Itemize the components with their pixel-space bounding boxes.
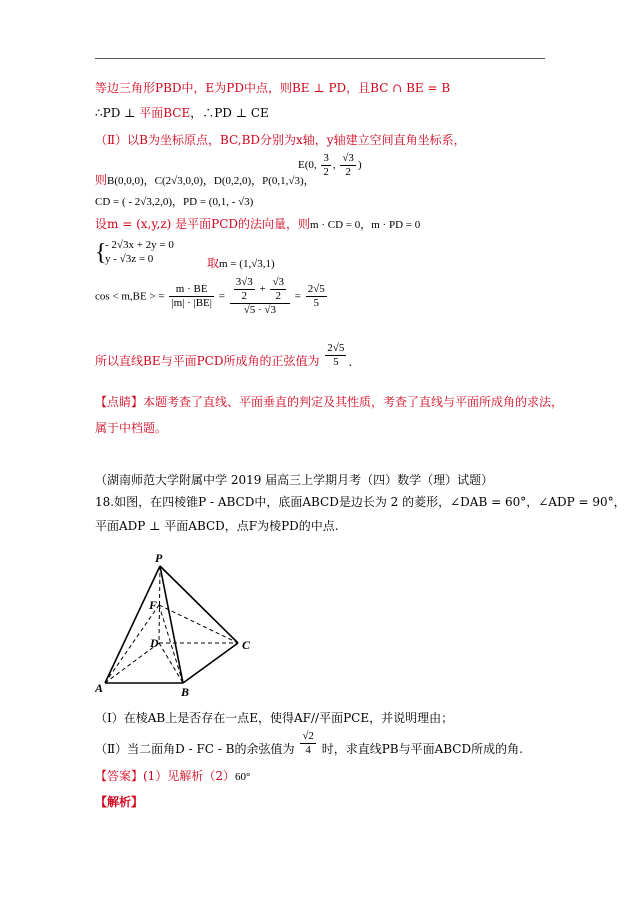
conclusion-num: 2√5 — [327, 342, 345, 354]
system-eq-2: y - √3z = 0 — [105, 253, 154, 265]
cos-frac-2-num — [230, 276, 290, 304]
label-d: D — [150, 636, 159, 650]
conclusion-text: 所以直线BE与平面PCD所成角的正弦值为 — [95, 354, 320, 368]
coords-line — [95, 172, 315, 189]
edge-pd — [159, 566, 160, 643]
system-eq-1: - 2√3x + 2y = 0 — [105, 239, 174, 251]
cos-eq-1: = — [218, 290, 225, 303]
equation-system — [95, 238, 174, 266]
cos-result-den: 5 — [313, 297, 319, 309]
e-frac-2-den: 2 — [345, 166, 351, 178]
question-1-text: （Ⅰ）在棱AB上是否存在一点E，使得AF//平面PCE，并说明理由； — [95, 711, 454, 725]
edge-pc — [160, 566, 238, 643]
cos-frac-2a — [234, 276, 255, 303]
cos-frac-1 — [169, 283, 214, 310]
proof-text-2c: ，∴PD ⊥ CE — [190, 106, 269, 120]
question-2-frac — [300, 730, 316, 757]
label-c: C — [242, 638, 251, 652]
label-b: B — [181, 685, 190, 698]
problem-line-1 — [95, 494, 626, 510]
normal-mid: m = (x,y,z) 是平面PCD的法向量，则 — [107, 217, 311, 231]
problem-source — [95, 472, 493, 488]
label-a: A — [95, 681, 104, 695]
normal-suffix: m · CD = 0，m · PD = 0 — [310, 219, 421, 231]
take-line — [207, 254, 275, 271]
cos-frac-2a-den: 2 — [241, 290, 247, 302]
label-p: P — [155, 551, 163, 565]
cos-frac-2 — [230, 276, 290, 317]
cos-frac-1-den: |m| · |BE| — [171, 297, 212, 309]
vectors-line — [95, 194, 253, 210]
analysis-line — [95, 794, 143, 810]
edge-pa — [105, 566, 160, 683]
problem-line-2 — [95, 518, 339, 534]
problem-source-text: （湖南师范大学附属中学 2019 届高三上学期月考（四）数学（理）试题） — [95, 473, 494, 487]
cos-plus: + — [259, 283, 266, 296]
question-2-num: √2 — [302, 730, 314, 742]
comment-line-1 — [95, 394, 563, 410]
comment-text-1: 【点睛】本题考查了直线、平面垂直的判定及其性质，考查了直线与平面所成角的求法， — [95, 395, 564, 409]
take-value: m = (1,√3,1) — [219, 258, 275, 270]
segment-fb — [159, 605, 183, 683]
take-prefix: 取 — [207, 256, 220, 270]
part2-heading — [95, 132, 466, 148]
question-2-den: 4 — [305, 744, 311, 756]
proof-text-2b: 平面BCE — [139, 106, 191, 120]
question-2 — [95, 730, 523, 757]
e-frac-1 — [321, 152, 331, 179]
cos-frac-2b — [270, 276, 286, 303]
system-brace: { — [95, 240, 107, 266]
part2-heading-text: （Ⅱ）以B为坐标原点，BC,BD分别为x轴，y轴建立空间直角坐标系， — [95, 133, 466, 147]
normal-prefix: 设 — [95, 217, 108, 231]
e-close: ) — [357, 159, 362, 172]
cos-frac-2-den: √5 · √3 — [243, 304, 276, 316]
e-label: E(0, — [298, 159, 317, 172]
coords-prefix: 则 — [95, 173, 108, 187]
proof-line-2 — [95, 105, 269, 121]
question-2-suffix: 时，求直线PB与平面ABCD所成的角. — [321, 742, 523, 756]
question-2-prefix: （Ⅱ）当二面角D - FC - B的余弦值为 — [95, 742, 295, 756]
proof-text-2a: ∴PD ⊥ — [95, 106, 140, 120]
e-frac-2 — [340, 152, 356, 179]
problem-text-1: 18.如图，在四棱锥P - ABCD中，底面ABCD是边长为 2 的菱形，∠DAB = 60°，∠ADP = 90°， — [95, 495, 626, 509]
e-frac-1-den: 2 — [323, 166, 329, 178]
pyramid-figure — [95, 548, 265, 698]
proof-text-1: 等边三角形PBD中，E为PD中点，则BE ⊥ PD，且BC ∩ BE = B — [95, 81, 451, 95]
comment-text-2: 属于中档题。 — [95, 421, 168, 435]
conclusion-line — [95, 342, 352, 369]
comment-line-2 — [95, 420, 167, 436]
answer-label: 【答案】(1）见解析（2） — [95, 769, 235, 783]
cos-frac-2b-den: 2 — [275, 290, 281, 302]
vectors-text: CD = ( - 2√3,2,0)，PD = (0,1, - √3) — [95, 196, 254, 208]
edge-pb — [160, 566, 183, 683]
coords-text: B(0,0,0)，C(2√3,0,0)，D(0,2,0)，P(0,1,√3)， — [107, 175, 315, 187]
conclusion-den: 5 — [333, 356, 339, 368]
cos-lhs: cos < m,BE > = — [95, 290, 165, 303]
cos-formula — [95, 276, 329, 317]
conclusion-frac — [325, 342, 346, 369]
normal-line — [95, 216, 420, 233]
e-frac-2-num: √3 — [342, 152, 354, 164]
header-rule — [95, 58, 545, 59]
answer-value: 60° — [234, 771, 251, 783]
answer-line — [95, 768, 250, 785]
problem-text-2: 平面ADP ⊥ 平面ABCD，点F为棱PD的中点. — [95, 519, 339, 533]
label-f: F — [149, 598, 158, 612]
edge-bc — [183, 643, 238, 683]
cos-frac-2a-num: 3√3 — [235, 276, 253, 288]
question-1 — [95, 710, 453, 726]
e-frac-1-num: 3 — [323, 152, 329, 164]
cos-result-num: 2√5 — [307, 283, 325, 295]
cos-frac-1-num: m · BE — [169, 283, 214, 297]
proof-line-1 — [95, 80, 450, 96]
analysis-label: 【解析】 — [95, 795, 144, 809]
cos-frac-2b-num: √3 — [272, 276, 285, 288]
cos-result — [306, 283, 327, 310]
e-coordinate: E(0, $\frac{3}{2}$ , $\frac{√3}{2}$ ) — [298, 152, 362, 178]
cos-eq-2: = — [294, 290, 301, 303]
conclusion-end: . — [348, 355, 353, 369]
